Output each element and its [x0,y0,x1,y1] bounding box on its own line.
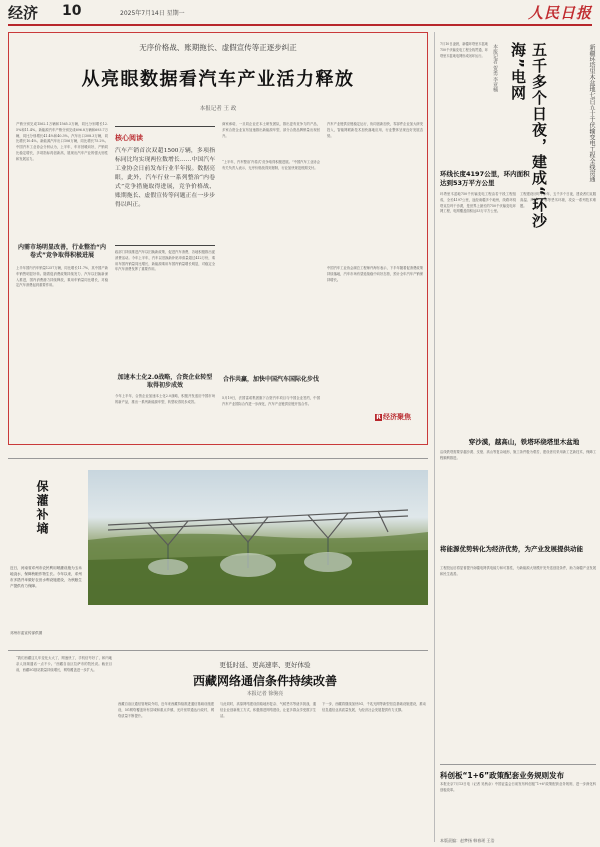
column-divider [434,32,435,842]
right-title: 五千多个日夜，建成“环沙海”电网 [509,42,548,229]
photo-title-wrap [34,480,51,560]
right-intro: 7月10日凌晨，新疆环塔里木盆地750千伏输变电工程全线贯通，环塔里木盆地电网形成闭环运行。 [440,42,488,58]
right-byline-wrap [492,44,499,164]
page-editors: 本版责编：赵梦扬 韩春瑶 王浩 [440,838,495,843]
bottom-column-3: 与此同时，高原网络建设面临地形复杂、气候恶劣等诸多挑战，通信企业创新施工方式，积极推进网络建设，让更多群众享受数字生活。 [220,702,316,718]
lead-subhead-3: 合作共赢，加快中国汽车国际化步伐 [222,376,319,383]
issue-date: 2025年7月14日 星期一 [120,10,185,17]
science-board-title: 科创板“1+6”政策配套业务规则发布 [440,771,565,780]
photo-divider-top [8,458,428,459]
bottom-headline: 西藏网络通信条件持续改善 [192,674,337,688]
core-reading-heading: 核心阅读 [115,134,143,142]
photo-title: 保灌补墒 [35,480,49,536]
lead-column-1b: 上半年国内汽车销量1257万辆，同比增长11.7%，其中国产新车销售明显好转。随着促消费政策持续发力、汽车以旧换新深入推进，国内消费潜力持续释放，乘用车销量同比增长，对稳定汽车消费起到重要作用。 [16,266,108,288]
masthead-rule [8,24,592,26]
lead-subhead-2: 加速本土化2.0战略，合资企业转型取得初步成效 [117,374,213,389]
lead-kicker: 无序价格战、账期拖长、虚假宣传等正逐步纠正 [139,43,297,52]
right-body-1: 环塔里木盆地750千伏输变电工程由若干段工程组成，全长4197公里，途经南疆多个地州，线路环绕塔克拉玛干沙漠，是世界上最长的750千伏输变电环网工程，电网覆盖面积达53万平方公里。 [440,192,516,214]
lead-column-3: 商家承诺，一旦同企业在本土研发团队，推出更有竞争力的产品，多家合资企业宣布加速推出新能源车型，部分合资品牌销量出现回升。 [222,122,320,138]
section-name: 经济 [8,4,39,22]
lead-column-4: 汽车产业链供应链稳定运行，协同创新加快，零部件企业加大研发投入，智能网联新技术加快落地应用，行业整体呈现良好发展态势。 [327,122,423,138]
lead-column-4b: 中国汽车工业协会副总工程师许海东表示，下半年随着促消费政策持续落地，汽车市场有望延续稳中向好态势，预计全年汽车产销保持增长。 [327,266,423,282]
bottom-column-1: “我们西藏这几年变化太大了，网速快了，手机信号好了，和内地亲人视频通话一点不卡。”西藏自治区拉萨市的牧民说。截至目前，西藏5G基站数量持续增长，网络覆盖进一步扩大。 [16,656,112,672]
economy-focus-tag [375,412,411,422]
right-subhead-1: 环线长度4197公里，环内面积达到53万平方公里 [440,170,530,187]
lead-column-1: 产销分别完成1562.1万辆和1565.3万辆，同比分别增长12.5%和11.4%。新能源汽车产销分别完成696.8万辆和693.7万辆，同比分别增长41.4%和40.3%。汽车出口308.3万辆，同比增长10.4%。新能源汽车出口106万辆，同比增长75.2%。中国汽车工业协会分析认为，上半年，车市回暖向好，产销同比稳定增长，多项指标再创新高，展现出汽车产业的强大韧性和发展活力。 [16,122,108,161]
photo-credit: 邓州市委宣传部供图 [10,631,43,635]
right-body-4: 工程投运后将显著提升南疆电网供电能力和可靠性，为新能源大规模开发外送创造条件，助力南疆产业发展和民生改善。 [440,566,596,576]
photo-divider-bottom [8,650,428,651]
lead-column-3c: 5月19日，法国雷诺集团旗下合资汽车项目与中国企业签约，中国汽车产业国际合作进一步深化，汽车产业链供应链开放合作。 [222,396,320,406]
irrigation-photo [88,470,428,605]
science-board-body: 本报北京7月13日电（记者 吴秋余）中国证监会日前发布科创板“1+6”政策配套业务规则，进一步深化科创板改革。 [440,782,596,792]
lead-column-3b: “上半年，汽车整治‘内卷式’竞争取得积极进展。”中国汽车工业协会有关负责人表示，无序价格战得到遏制，行业加快规范账期支付。 [222,160,320,170]
right-body-2: 工程建设历时十余年，五千多个日夜，建设者们克服高温、风沙、严寒等恶劣环境，攻克一系列技术难题。 [520,192,596,208]
core-reading-body: 汽车产销首次双超1500万辆，多项指标同比均实现两位数增长……中国汽车工业协会日前发布行业半年报。数据亮眼，此外，汽车行业一系列整治“内卷式”竞争措施取得进展，竞争价格战、账期拖长、虚假宣传等问题正在一步步得以纠正。 [115,148,215,208]
irrigation-illustration [88,470,428,605]
lead-column-2: 政部门持续推进汽车以旧换新政策，促进汽车消费，各地积极推出促消费活动。今年上半年，汽车以旧换新补贴申请量超过412万份，乘用车国内销量同比增长，新能源乘用车国内销量增长明显，对稳定全年汽车消费发挥了重要作用。 [115,250,215,272]
core-reading-box [115,126,215,246]
lead-column-2b: 今年上半年，合资企业加速本土化2.0战略，积极开发适应中国市场的新产品，推出一系列新能源车型，转型取得初步成效。 [115,394,215,404]
economy-focus-label: 经济聚焦 [383,413,411,421]
lead-headline: 从亮眼数据看汽车产业活力释放 [81,69,355,90]
bottom-kicker: 更低时延、更高速率、更好体验 [219,661,311,669]
focus-box-icon: R [376,414,381,421]
bottom-column-4: 下一步，西藏将继续加快5G、千兆光网等新型信息基础设施建设，推动信息通信业高质量发展，为经济社会发展提供有力支撑。 [322,702,426,712]
bottom-byline: 本报记者 徐驹亮 [246,691,284,697]
right-divider [440,764,596,765]
right-kicker: 新疆环塔里木盆地七百五十千伏输变电工程全线贯通 [588,44,595,182]
lead-byline: 本报记者 王 政 [199,106,237,112]
right-subhead-2: 穿沙漠，越高山，铁塔环绕塔里木盆地 [468,438,580,446]
right-subhead-3: 将能源优势转化为经济优势，为产业发展提供动能 [440,545,583,553]
bottom-column-2: 西藏自治区通信管理局介绍，近年来西藏持续推进通信基础设施建设，5G网络覆盖所有县城和重点乡镇，光纤宽带通达行政村，网络质量不断提升。 [118,702,214,718]
right-byline: 本报记者 贺勇 李亚楠 [492,44,498,93]
photo-caption: 近日，河南省邓州市农民利用喷灌设施为玉米地浇水，保障秋粮作物生长。今年以来，邓州市多措并举做好农田水利设施建设，为秋粮生产提供有力保障。 [10,566,82,588]
newspaper-logo: 人民日报 [528,4,593,22]
lead-subhead-1: 内需市场明显改善，行业整治“内卷式”竞争取得积极进展 [18,244,106,259]
page-number: 10 [62,3,82,19]
right-body-3: 沿线铁塔需要穿越沙漠、戈壁、高山等复杂地形，施工条件极为艰苦，建设者们采用新工艺新技术，保障工程顺利推进。 [440,450,596,460]
